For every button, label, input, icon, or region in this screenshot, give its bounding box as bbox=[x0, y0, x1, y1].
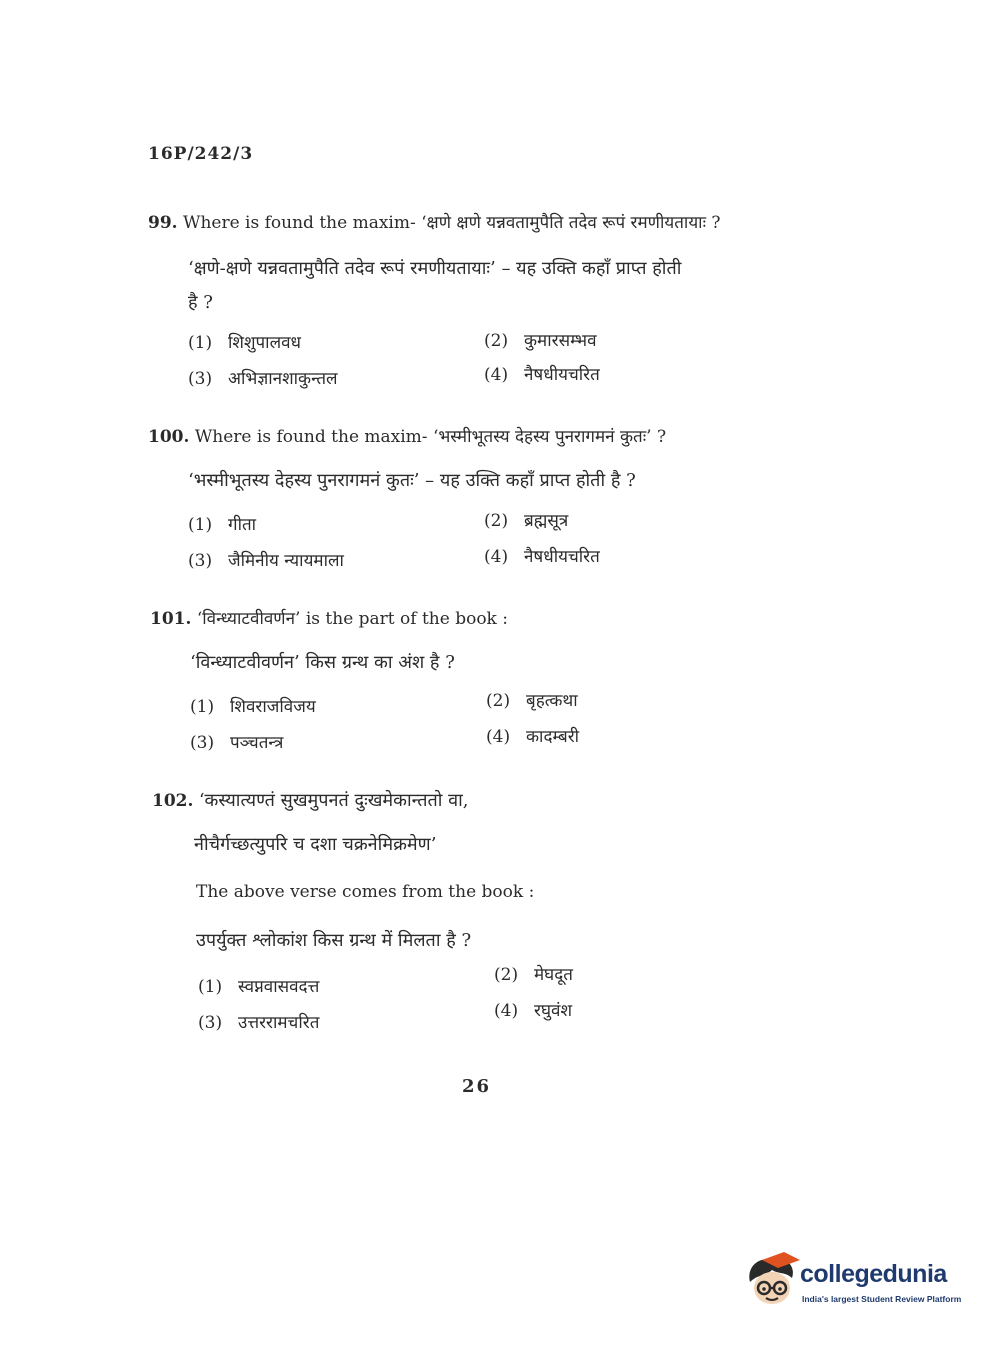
option-2 bbox=[486, 688, 578, 711]
option-3 bbox=[188, 366, 338, 389]
question-text: Where is found the maxim- ‘भस्मीभूतस्य देहस्य पुनरागमनं कुतः’ ? bbox=[194, 427, 667, 447]
option-number: (2) bbox=[494, 965, 519, 985]
question-verse bbox=[152, 788, 469, 812]
option-text: ब्रह्मसूत्र bbox=[524, 511, 569, 531]
option-text: मेघदूत bbox=[534, 965, 573, 985]
option-text: स्वप्नवासवदत्त bbox=[238, 977, 320, 997]
option-number: (1) bbox=[188, 333, 213, 353]
question-hindi: ‘विन्ध्याटवीवर्णन’ किस ग्रन्थ का अंश है ? bbox=[190, 652, 455, 673]
option-number: (3) bbox=[188, 551, 213, 571]
option-text: शिवराजविजय bbox=[230, 697, 316, 717]
option-3 bbox=[188, 548, 344, 571]
verse-line-1: ‘कस्यात्यण्तं सुखमुपनतं दुःखमेकान्ततो वा, bbox=[198, 790, 469, 811]
option-number: (4) bbox=[484, 547, 509, 567]
option-2 bbox=[484, 328, 597, 351]
option-1 bbox=[190, 694, 316, 717]
option-4 bbox=[486, 724, 579, 747]
question-english: The above verse comes from the book : bbox=[196, 882, 535, 902]
question-english bbox=[148, 210, 721, 233]
question-english bbox=[148, 424, 666, 447]
option-text: बृहत्कथा bbox=[526, 691, 578, 711]
collegedunia-logo bbox=[742, 1252, 972, 1314]
option-text: रघुवंश bbox=[534, 1001, 573, 1021]
option-text: शिशुपालवध bbox=[228, 333, 302, 353]
option-number: (1) bbox=[188, 515, 213, 535]
question-number: 102. bbox=[152, 791, 194, 811]
question-text: Where is found the maxim- ‘क्षणे क्षणे यन्नवतामुपैति तदेव रूपं रमणीयतायाः ? bbox=[182, 213, 721, 233]
logo-name: collegedunia bbox=[800, 1260, 947, 1288]
option-number: (4) bbox=[494, 1001, 519, 1021]
option-text: नैषधीयचरित bbox=[524, 547, 600, 567]
option-2 bbox=[484, 508, 568, 531]
verse-line-2: नीचैर्गच्छत्युपरि च दशा चक्रनेमिक्रमेण’ bbox=[194, 834, 437, 855]
question-english bbox=[150, 606, 508, 629]
option-text: कुमारसम्भव bbox=[524, 331, 597, 351]
option-number: (3) bbox=[198, 1013, 223, 1033]
option-1 bbox=[198, 974, 319, 997]
option-number: (1) bbox=[198, 977, 223, 997]
option-1 bbox=[188, 330, 301, 353]
option-1 bbox=[188, 512, 256, 535]
question-hindi-cont: है ? bbox=[188, 292, 213, 313]
option-number: (4) bbox=[486, 727, 511, 747]
option-number: (3) bbox=[190, 733, 215, 753]
option-text: नैषधीयचरित bbox=[524, 365, 600, 385]
option-text: कादम्बरी bbox=[526, 727, 580, 747]
question-text: ‘विन्ध्याटवीवर्णन’ is the part of the book : bbox=[196, 609, 508, 629]
logo-tagline: India's largest Student Review Platform bbox=[802, 1294, 962, 1304]
option-text: अभिज्ञानशाकुन्तल bbox=[228, 369, 338, 389]
option-number: (3) bbox=[188, 369, 213, 389]
option-text: गीता bbox=[228, 515, 257, 535]
option-2 bbox=[494, 962, 573, 985]
question-number: 99. bbox=[148, 213, 178, 233]
question-hindi: ‘भस्मीभूतस्य देहस्य पुनरागमनं कुतः’ – यह उक्ति कहाँ प्राप्त होती है ? bbox=[188, 470, 636, 491]
option-text: पञ्चतन्त्र bbox=[230, 733, 284, 753]
mascot-icon bbox=[742, 1252, 800, 1310]
page-number: 26 bbox=[462, 1076, 492, 1097]
option-text: उत्तररामचरित bbox=[238, 1013, 320, 1033]
question-hindi: ‘क्षणे-क्षणे यन्नवतामुपैति तदेव रूपं रमणीयतायाः’ – यह उक्ति कहाँ प्राप्त होती bbox=[188, 258, 682, 279]
option-3 bbox=[198, 1010, 319, 1033]
question-number: 100. bbox=[148, 427, 190, 447]
option-text: जैमिनीय न्यायमाला bbox=[228, 551, 344, 571]
option-number: (1) bbox=[190, 697, 215, 717]
option-number: (4) bbox=[484, 365, 509, 385]
option-3 bbox=[190, 730, 283, 753]
option-4 bbox=[484, 544, 600, 567]
question-hindi: उपर्युक्त श्लोकांश किस ग्रन्थ में मिलता है ? bbox=[196, 930, 472, 951]
option-number: (2) bbox=[484, 511, 509, 531]
option-4 bbox=[484, 362, 600, 385]
question-number: 101. bbox=[150, 609, 192, 629]
paper-code: 16P/242/3 bbox=[148, 144, 254, 164]
option-number: (2) bbox=[486, 691, 511, 711]
option-number: (2) bbox=[484, 331, 509, 351]
option-4 bbox=[494, 998, 572, 1021]
